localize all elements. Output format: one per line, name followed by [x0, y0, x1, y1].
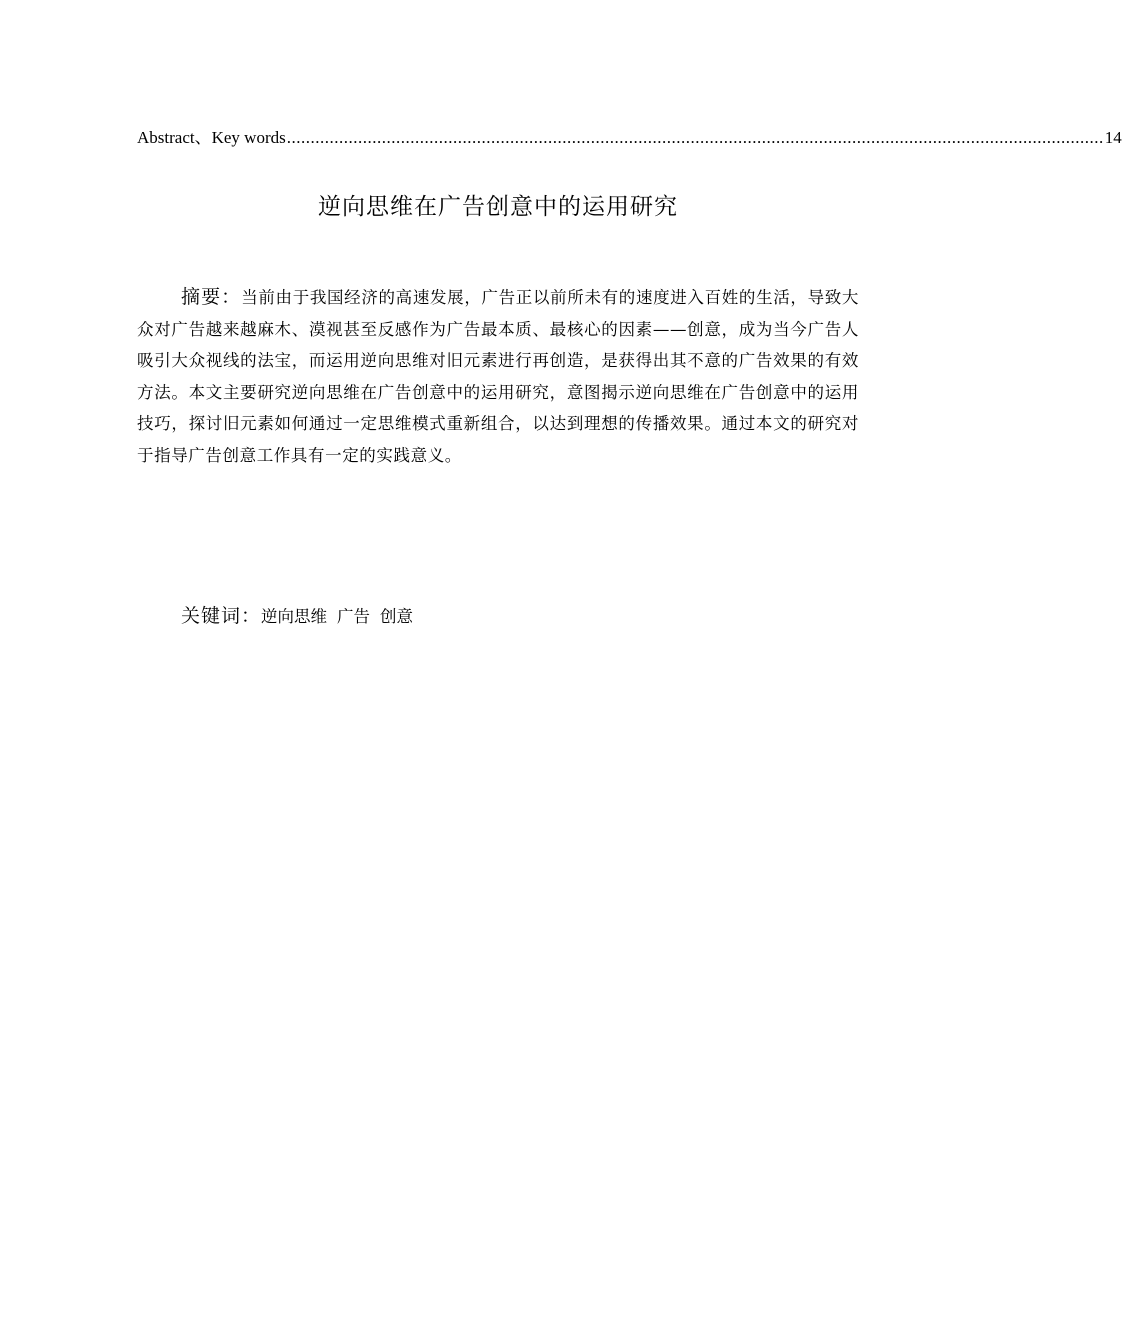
abstract-label: 摘要： [181, 286, 242, 308]
document-title: 逆向思维在广告创意中的运用研究 [318, 194, 678, 220]
keywords-label: 关键词： [181, 605, 262, 627]
toc-entry-label: Abstract、Key words [137, 128, 286, 147]
keyword-item: 广告 [337, 607, 371, 626]
toc-dot-leader: ............................................................................................................................................................................ [286, 128, 1104, 147]
toc-page-number: 14 [1104, 128, 1122, 147]
abstract-text: 当前由于我国经济的高速发展，广告正以前所未有的速度进入百姓的生活，导致大众对广告越来越麻木、漠视甚至反感作为广告最本质、最核心的因素——创意，成为当今广告人吸引大众视线的法宝，而运用逆向思维对旧元素进行再创造，是获得出其不意的广告效果的有效方法。本文主要研究逆向思维在广告创意中的运用研究，意图揭示逆向思维在广告创意中的运用技巧，探讨旧元素如何通过一定思维模式重新组合，以达到理想的传播效果。通过本文的研究对于指导广告创意工作具有一定的实践意义。 [137, 288, 859, 465]
keywords-line [181, 600, 423, 633]
toc-entry [137, 126, 1122, 150]
abstract-paragraph [137, 282, 859, 471]
keyword-item: 逆向思维 [261, 607, 328, 626]
keyword-item: 创意 [380, 607, 414, 626]
